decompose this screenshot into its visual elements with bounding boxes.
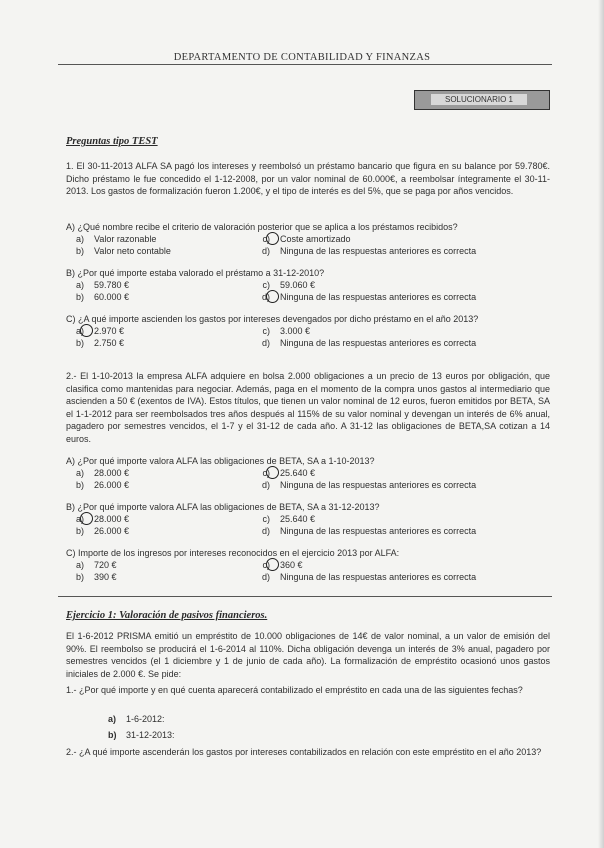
q2b-option-d: d) Ninguna de las respuestas anteriores es correcta — [261, 526, 477, 536]
q1a-option-b: b) Valor neto contable — [75, 246, 171, 256]
q1a-option-d: d) Ninguna de las respuestas anteriores es correcta — [261, 246, 477, 256]
answer-circle-mark — [80, 512, 93, 525]
scan-shadow — [598, 0, 604, 848]
answer-circle-mark — [266, 558, 279, 571]
q1a-option-c: c) Coste amortizado — [262, 234, 351, 244]
q1a-option-a: a) Valor razonable — [75, 234, 157, 244]
q2b-option-b: b) 26.000 € — [75, 526, 130, 536]
q2b-question: B) ¿Por qué importe valora ALFA las obligaciones de BETA, SA a 31-12-2013? — [66, 502, 380, 512]
q2a-question: A) ¿Por qué importe valora ALFA las obligaciones de BETA, SA a 1-10-2013? — [66, 456, 375, 466]
q1c-option-a: a) 2.970 € — [75, 326, 125, 336]
department-header: DEPARTAMENTO DE CONTABILIDAD Y FINANZAS — [173, 52, 431, 63]
solution-stamp — [414, 90, 550, 110]
q1b-option-a: a) 59.780 € — [75, 280, 130, 290]
exercise-question-1: 1.- ¿Por qué importe y en qué cuenta aparecerá contabilizado el empréstito en cada una de las siguientes fechas? — [66, 685, 523, 695]
exercise-title: Ejercicio 1: Valoración de pasivos financieros. — [66, 610, 268, 621]
q2c-question: C) Importe de los ingresos por intereses reconocidos en el ejercicio 2013 por ALFA: — [66, 548, 400, 558]
exercise-statement: El 1-6-2012 PRISMA emitió un empréstito de 10.000 obligaciones de 14€ de valor nominal, a un valor de emisión del 90%. El reembolso se producirá el 1-6-2014 al 110%. Dicha obligación devenga un interés de 3% anual, pagadero por semestres vencidos (el 1 diciembre y 1 de junio de cada año). La formalización de empréstito ocasionó unos gastos iniciales de 2.000 €. Se pide: — [66, 631, 550, 679]
q2-statement: 2.- El 1-10-2013 la empresa ALFA adquiere en bolsa 2.000 obligaciones a un precio de 13 euros por obligación, que clasifica como mantenidas para negociar. Además, paga en el momento de la compra unos gastos al intermediario que ascienden a 50 € (exentos de IVA). Estos títulos, que tienen un valor nominal de 12 euros, fueron emitidos por BETA, SA el 1-1-2012 para ser reembolsados tres años después al 115% de su valor nominal y devengan un interés de 6% anual, pagadero por semestres vencidos, el 1-7 y el 31-12 de cada año. A 31-12 las obligaciones de BETA,SA cotizan a 14 euros. — [66, 371, 550, 444]
q1-statement: 1. El 30-11-2013 ALFA SA pagó los intereses y reembolsó un préstamo bancario que figura en su balance por 59.780€. Dicho préstamo le fue concedido el 1-12-2008, por un valor nominal de 60.000€, a reembolsar íntegramente el 30-11-2013. Los gastos de formalización fueron 1.200€, y el tipo de interés es del 5%, que se paga por años vencidos. — [66, 161, 550, 197]
q1c-option-b: b) 2.750 € — [75, 338, 125, 348]
q1c-question: C) ¿A qué importe ascienden los gastos por intereses devengados por dicho préstamo en el año 2013? — [66, 314, 479, 324]
q1b-option-c: c) 59.060 € — [262, 280, 316, 290]
q1c-option-c: c) 3.000 € — [262, 326, 311, 336]
answer-circle-mark — [266, 232, 279, 245]
solution-label: SOLUCIONARIO 1 — [431, 94, 527, 105]
q2c-option-a: a) 720 € — [75, 560, 117, 570]
exercise-q1-item-a: a) 1-6-2012: — [108, 714, 165, 724]
answer-circle-mark — [80, 324, 93, 337]
section-divider — [58, 596, 552, 597]
q2c-option-c: c) 360 € — [262, 560, 303, 570]
q2c-option-b: b) 390 € — [75, 572, 117, 582]
q2a-option-a: a) 28.000 € — [75, 468, 130, 478]
test-section-title: Preguntas tipo TEST — [66, 136, 158, 147]
exercise-question-2: 2.- ¿A qué importe ascenderán los gastos por intereses contabilizados en relación con este empréstito en el año 2013? — [66, 747, 542, 757]
answer-circle-mark — [266, 290, 279, 303]
q1b-option-b: b) 60.000 € — [75, 292, 130, 302]
q2a-option-c: c) 25.640 € — [262, 468, 316, 478]
q1a-question: A) ¿Qué nombre recibe el criterio de valoración posterior que se aplica a los préstamos recibidos? — [66, 222, 458, 232]
answer-circle-mark — [266, 466, 279, 479]
q2a-option-d: d) Ninguna de las respuestas anteriores es correcta — [261, 480, 477, 490]
q2b-option-c: c) 25.640 € — [262, 514, 316, 524]
header-rule — [58, 64, 552, 65]
q1b-option-d: d) Ninguna de las respuestas anteriores es correcta — [261, 292, 477, 302]
q2a-option-b: b) 26.000 € — [75, 480, 130, 490]
q1b-question: B) ¿Por qué importe estaba valorado el préstamo a 31-12-2010? — [66, 268, 325, 278]
q1c-option-d: d) Ninguna de las respuestas anteriores es correcta — [261, 338, 477, 348]
q2c-option-d: d) Ninguna de las respuestas anteriores es correcta — [261, 572, 477, 582]
exercise-q1-item-b: b) 31-12-2013: — [108, 730, 175, 740]
q2b-option-a: a) 28.000 € — [75, 514, 130, 524]
